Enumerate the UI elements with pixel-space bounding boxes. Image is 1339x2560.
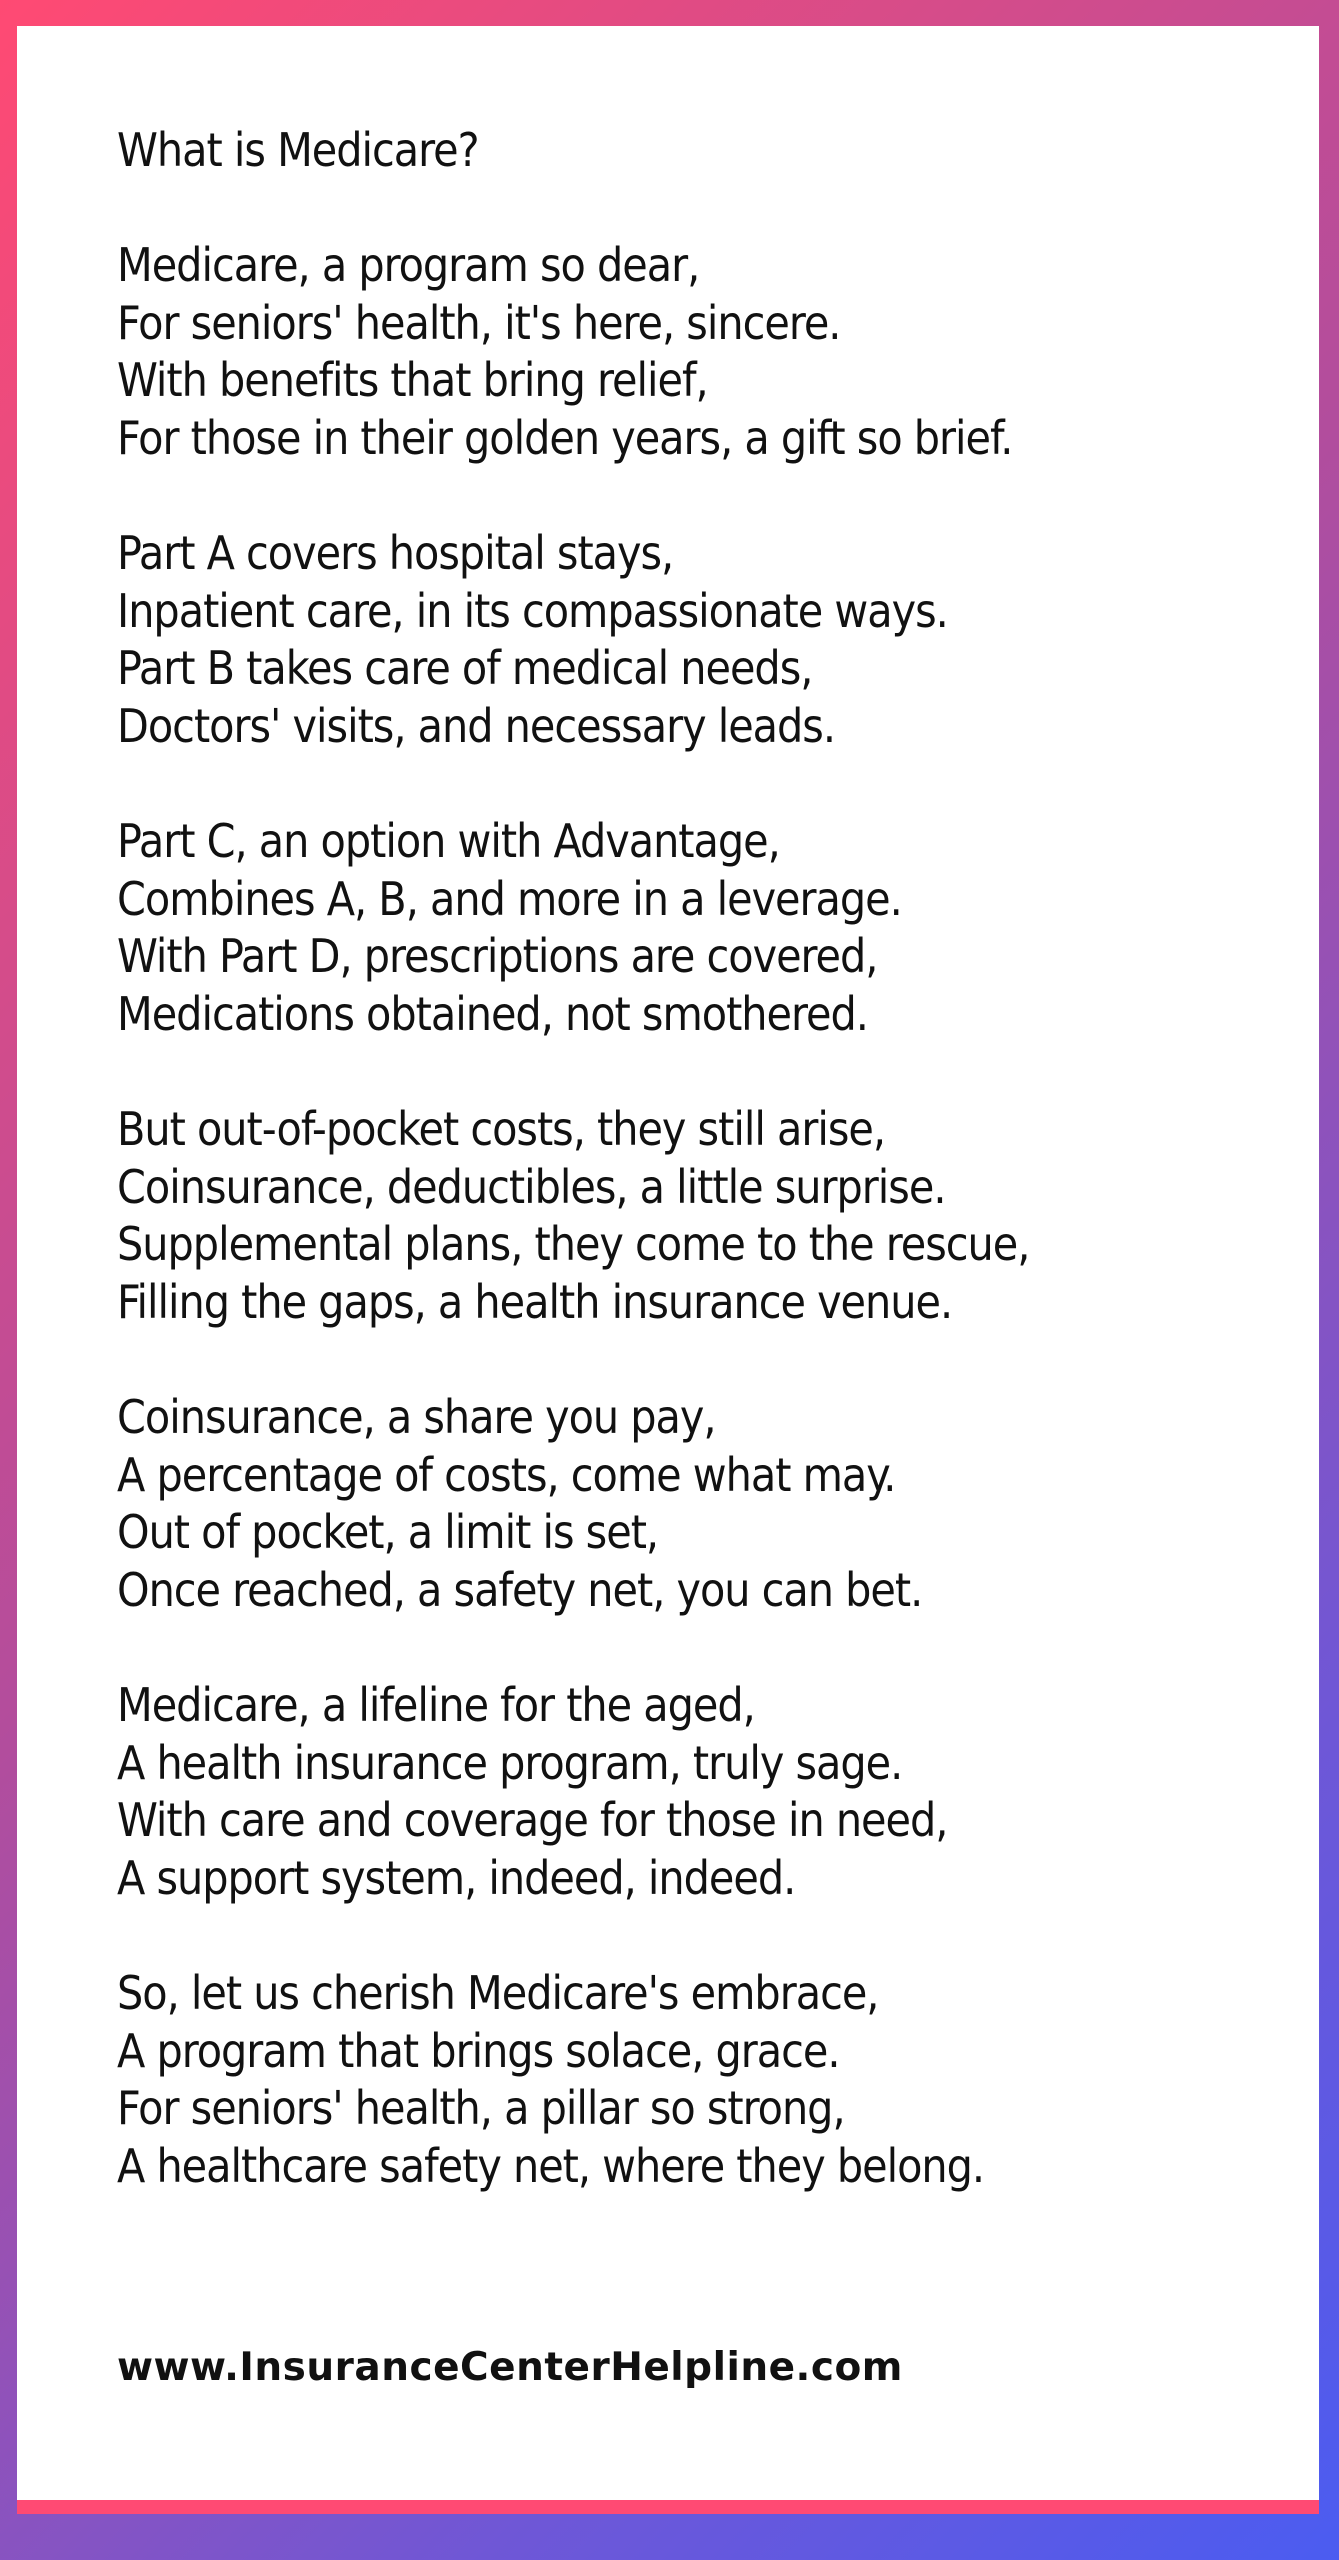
poem-title: What is Medicare? <box>117 123 479 177</box>
poem-line: Doctors' visits, and necessary leads. <box>117 698 836 753</box>
poem-line: Inpatient care, in its compassionate ways. <box>117 583 948 638</box>
poem-line: A support system, indeed, indeed. <box>117 1850 796 1905</box>
poem-line: For seniors' health, a pillar so strong, <box>117 2081 845 2136</box>
poem-line: Supplemental plans, they come to the rescue, <box>117 1217 1030 1272</box>
poem-body <box>117 122 1237 2195</box>
poem-line: Once reached, a safety net, you can bet. <box>117 1562 923 1617</box>
website-url: www.InsuranceCenterHelpline.com <box>117 2345 903 2390</box>
poem-line: Medicare, a program so dear, <box>117 238 700 293</box>
stanza-4 <box>117 1101 1237 1331</box>
stanza-3 <box>117 813 1237 1043</box>
poem-line: A percentage of costs, come what may. <box>117 1447 896 1502</box>
poem-line: Filling the gaps, a health insurance venue. <box>117 1274 953 1329</box>
poem-line: With care and coverage for those in need, <box>117 1793 948 1848</box>
poem-line: Part B takes care of medical needs, <box>117 641 813 696</box>
poem-line: Coinsurance, a share you pay, <box>117 1390 716 1445</box>
stanza-6 <box>117 1677 1237 1907</box>
stanza-2 <box>117 525 1237 755</box>
poem-line: Part C, an option with Advantage, <box>117 814 780 869</box>
poem-line: So, let us cherish Medicare's embrace, <box>117 1966 879 2020</box>
poem-line: With benefits that bring relief, <box>117 353 708 408</box>
poem-line: Medications obtained, not smothered. <box>117 986 868 1041</box>
poem-line: A health insurance program, truly sage. <box>117 1735 903 1790</box>
poem-line: Out of pocket, a limit is set, <box>117 1505 659 1560</box>
poem-line: For those in their golden years, a gift so brief. <box>117 410 1013 465</box>
stanza-7 <box>117 1965 1237 2195</box>
poem-line: For seniors' health, it's here, sincere. <box>117 295 841 350</box>
poem-line: But out-of-pocket costs, they still arise, <box>117 1102 886 1157</box>
poem-line: Combines A, B, and more in a leverage. <box>117 871 902 926</box>
poem-line: Medicare, a lifeline for the aged, <box>117 1678 755 1733</box>
poem-line: A healthcare safety net, where they belong. <box>117 2138 985 2193</box>
stanza-5 <box>117 1389 1237 1619</box>
poem-line: A program that brings solace, grace. <box>117 2023 840 2078</box>
poem-line: Coinsurance, deductibles, a little surprise. <box>117 1159 946 1214</box>
stanza-1 <box>117 237 1237 467</box>
poem-line: With Part D, prescriptions are covered, <box>117 929 878 984</box>
poem-line: Part A covers hospital stays, <box>117 526 674 581</box>
decorative-bottom-bar <box>17 2500 1319 2514</box>
